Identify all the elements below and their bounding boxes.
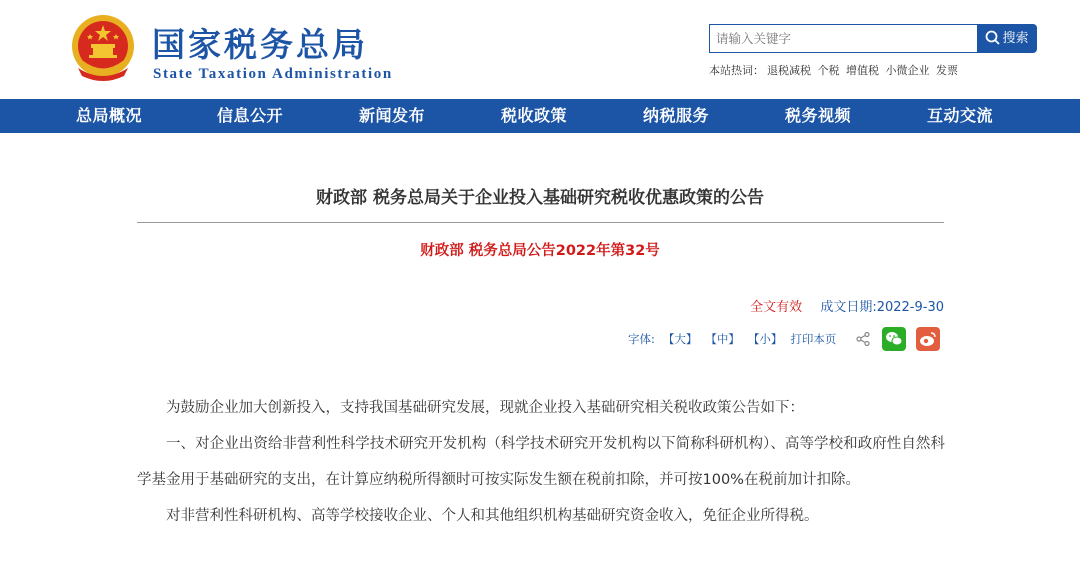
paragraph: 一、对企业出资给非营利性科学技术研究开发机构（科学技术研究开发机构以下简称科研机构）、高等学校和政府性自然科学基金用于基础研究的支出，在计算应纳税所得额时可按实际发生额在税前扣除，并可按100%在税前加计扣除。 [137,436,945,488]
hot-terms-label: 本站热词： [709,64,764,77]
site-name[interactable]: 国家税务总局 [152,25,368,64]
nav-item-interaction[interactable]: 互动交流 [927,106,994,125]
search-input[interactable] [709,24,977,53]
article-tools [628,326,950,352]
wechat-icon[interactable] [882,327,906,351]
issue-date: 成文日期:2022-9-30 [820,300,944,315]
site-name-en[interactable]: State Taxation Administration [153,66,393,82]
nav-item-info-disclosure[interactable]: 信息公开 [217,106,284,125]
share-icon[interactable] [856,332,870,346]
print-button[interactable]: 打印本页 [790,332,837,346]
site-header [0,0,1080,98]
hot-term[interactable]: 小微企业 [885,64,930,77]
nav-item-tax-policy[interactable]: 税收政策 [501,106,568,125]
article-body [137,390,945,534]
paragraph: 为鼓励企业加大创新投入，支持我国基础研究发展，现就企业投入基础研究相关税收政策公告如下： [166,400,804,416]
nav-item-video[interactable]: 税务视频 [785,106,852,125]
font-large-button[interactable]: 【大】 [662,332,698,346]
main-nav [0,99,1080,133]
document-number: 财政部 税务总局公告2022年第32号 [420,243,660,259]
weibo-icon[interactable] [916,327,940,351]
article-meta [750,296,944,315]
search-button-label: 搜索 [1002,31,1029,46]
hot-term[interactable]: 个税 [817,64,840,77]
hot-terms [709,62,961,78]
nav-item-taxpayer-service[interactable]: 纳税服务 [643,106,710,125]
search-button[interactable] [977,24,1037,53]
search-icon [985,30,1000,45]
nav-item-overview[interactable]: 总局概况 [76,106,143,125]
nav-item-news[interactable]: 新闻发布 [359,106,426,125]
article-title: 财政部 税务总局关于企业投入基础研究税收优惠政策的公告 [316,188,764,208]
hot-term[interactable]: 发票 [936,64,958,77]
font-small-button[interactable]: 【小】 [747,332,783,346]
hot-term[interactable]: 增值税 [846,64,879,77]
national-emblem-icon[interactable] [68,12,138,84]
paragraph: 对非营利性科研机构、高等学校接收企业、个人和其他组织机构基础研究资金收入，免征企业所得税。 [166,508,819,524]
validity-status: 全文有效 [750,300,803,315]
title-divider [137,222,944,223]
font-size-label: 字体: [628,332,655,346]
font-medium-button[interactable]: 【中】 [705,332,740,346]
hot-term[interactable]: 退税减税 [767,64,811,77]
